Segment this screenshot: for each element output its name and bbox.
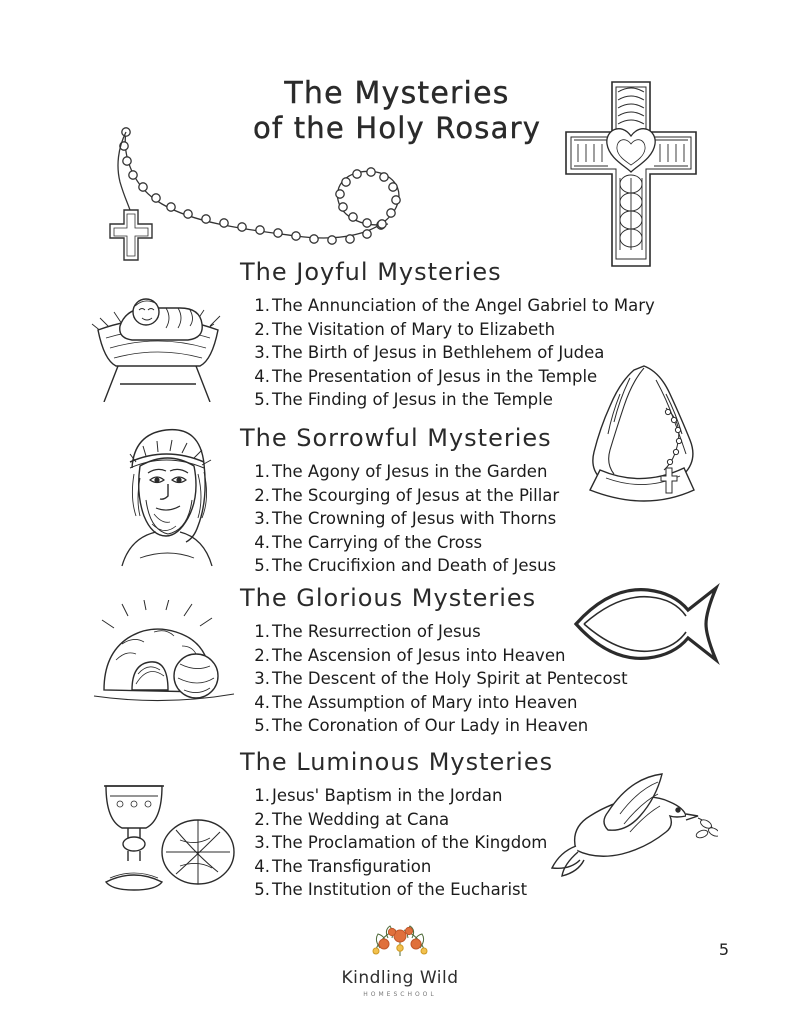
item-text: The Crucifixion and Death of Jesus <box>272 556 557 575</box>
item-text: The Transfiguration <box>272 856 432 876</box>
item-text: The Finding of Jesus in the Temple <box>272 390 553 409</box>
section-title-luminous: The Luminous Mysteries <box>240 748 554 776</box>
mystery-list-sorrowful <box>250 460 559 578</box>
section-title-sorrowful: The Sorrowful Mysteries <box>240 424 552 452</box>
rosary-beads-icon <box>100 118 440 268</box>
section-title-glorious: The Glorious Mysteries <box>240 584 537 612</box>
floral-wreath-icon <box>330 918 470 966</box>
item-number: 5. <box>254 880 270 899</box>
item-number: 2. <box>254 809 270 829</box>
item-text: Jesus' Baptism in the Jordan <box>272 786 503 805</box>
item-number: 3. <box>254 669 270 688</box>
item-text: The Crowning of Jesus with Thorns <box>272 509 557 528</box>
item-number: 5. <box>254 556 270 575</box>
item-text: The Scourging of Jesus at the Pillar <box>272 485 560 505</box>
item-text: The Descent of the Holy Spirit at Pentecost <box>272 669 628 688</box>
list-item <box>250 878 553 902</box>
item-text: The Visitation of Mary to Elizabeth <box>272 319 556 339</box>
title-line-1: The Mysteries <box>284 76 510 111</box>
item-text: The Assumption of Mary into Heaven <box>272 692 578 712</box>
item-text: The Presentation of Jesus in the Temple <box>272 366 598 386</box>
item-text: The Ascension of Jesus into Heaven <box>272 645 566 665</box>
item-text: The Institution of the Eucharist <box>272 880 528 899</box>
page-number: 5 <box>718 940 729 959</box>
item-number: 4. <box>254 856 270 876</box>
item-number: 1. <box>254 622 270 641</box>
list-item <box>250 484 559 508</box>
list-item <box>250 691 628 715</box>
list-item <box>250 855 553 879</box>
list-item <box>250 507 559 531</box>
list-item <box>250 667 628 691</box>
item-number: 2. <box>254 645 270 665</box>
item-text: The Proclamation of the Kingdom <box>272 833 548 852</box>
item-number: 5. <box>254 716 270 735</box>
item-text: The Carrying of the Cross <box>272 532 483 552</box>
empty-tomb-icon <box>88 600 238 710</box>
item-text: The Coronation of Our Lady in Heaven <box>272 716 589 735</box>
item-text: The Wedding at Cana <box>272 809 450 829</box>
item-number: 4. <box>254 692 270 712</box>
list-item <box>250 831 553 855</box>
dove-with-olive-branch-icon <box>548 754 718 884</box>
item-number: 4. <box>254 366 270 386</box>
list-item <box>250 318 655 342</box>
footer-brand <box>330 918 470 998</box>
item-text: The Annunciation of the Angel Gabriel to Mary <box>272 296 655 315</box>
baby-jesus-manger-icon <box>84 272 234 402</box>
item-number: 3. <box>254 833 270 852</box>
item-number: 3. <box>254 509 270 528</box>
section-luminous <box>240 748 553 902</box>
item-number: 1. <box>254 296 270 315</box>
list-item <box>250 531 559 555</box>
title-line-2: of the Holy Rosary <box>252 111 542 146</box>
brand-subtitle: HOMESCHOOL <box>363 991 437 998</box>
item-number: 4. <box>254 532 270 552</box>
list-item <box>250 808 553 832</box>
section-sorrowful <box>240 424 559 578</box>
decorated-cross-icon <box>556 74 706 274</box>
item-number: 2. <box>254 319 270 339</box>
list-item <box>250 460 559 484</box>
item-number: 3. <box>254 343 270 362</box>
brand-name: Kindling Wild <box>341 968 459 988</box>
section-title-joyful: The Joyful Mysteries <box>240 258 502 286</box>
list-item <box>250 554 559 578</box>
list-item <box>250 784 553 808</box>
item-number: 1. <box>254 786 270 805</box>
list-item <box>250 714 628 738</box>
mystery-list-luminous <box>250 784 553 902</box>
item-number: 2. <box>254 485 270 505</box>
chalice-and-bread-icon <box>80 770 240 895</box>
item-text: The Resurrection of Jesus <box>272 622 481 641</box>
item-text: The Birth of Jesus in Bethlehem of Judea <box>272 343 605 362</box>
jesus-crown-of-thorns-icon <box>100 418 235 568</box>
praying-hands-with-rosary-icon <box>570 354 720 504</box>
item-text: The Agony of Jesus in the Garden <box>272 462 548 481</box>
ichthys-fish-icon <box>568 578 723 668</box>
item-number: 1. <box>254 462 270 481</box>
item-number: 5. <box>254 390 270 409</box>
list-item <box>250 294 655 318</box>
